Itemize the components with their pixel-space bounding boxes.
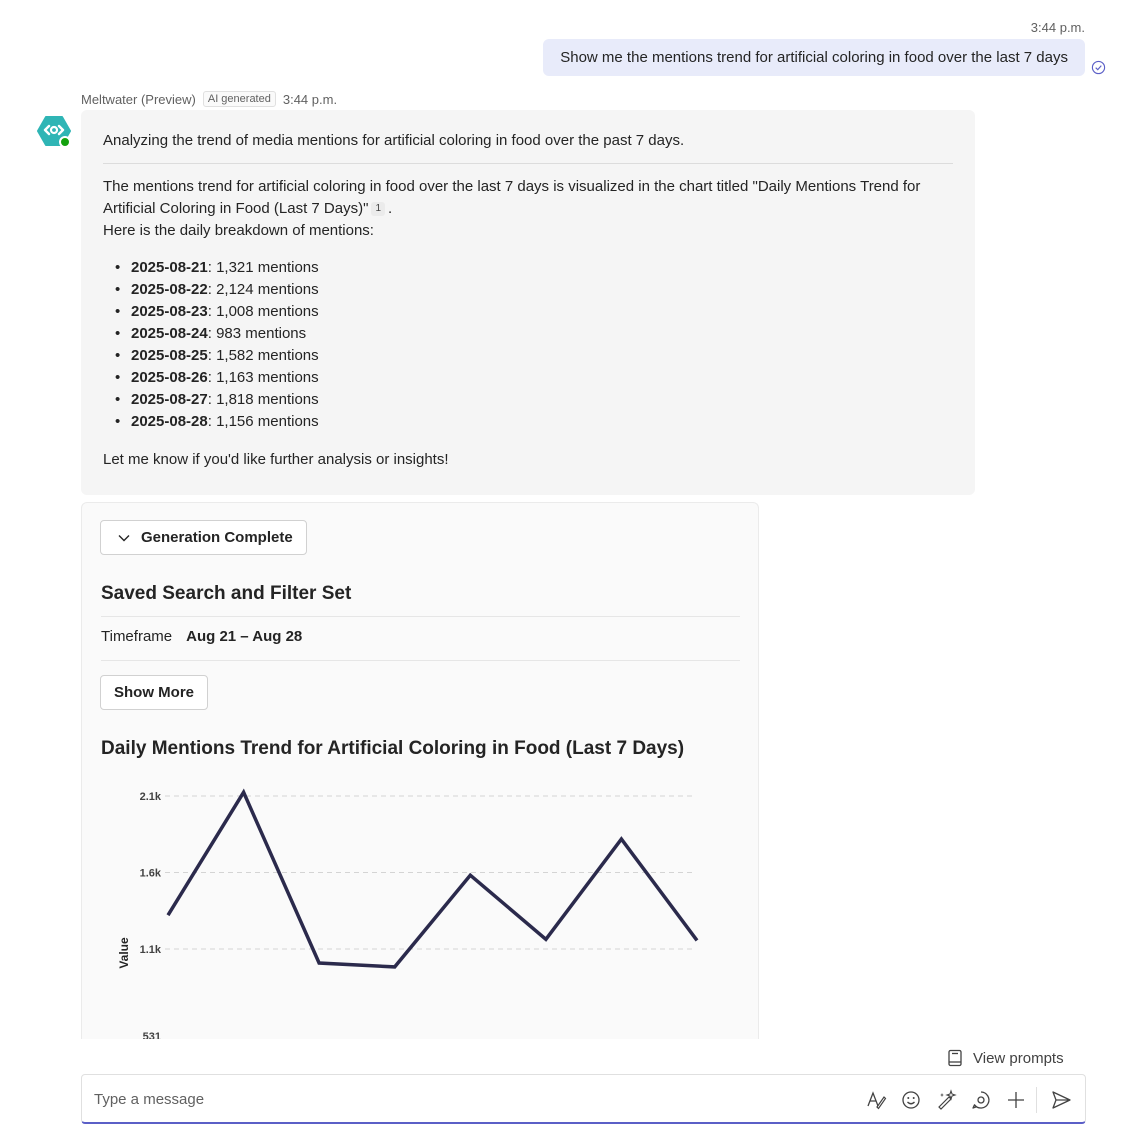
send-icon — [1050, 1089, 1072, 1111]
loop-chat-icon — [970, 1089, 992, 1111]
bot-summary-text: The mentions trend for artificial coloring in food over the last 7 days is visualized in the chart titled "Daily Mentions Trend for Artificial Coloring in Food (Last 7 Days)" — [103, 178, 921, 217]
add-button[interactable] — [1004, 1088, 1028, 1112]
bot-closing-text: Let me know if you'd like further analysis or insights! — [103, 451, 449, 468]
citation-badge[interactable]: 1 — [371, 202, 385, 216]
y-tick-label: 1.1k — [139, 943, 161, 956]
loop-button[interactable] — [969, 1088, 993, 1112]
list-item — [131, 389, 953, 411]
mention-count: : 1,163 mentions — [207, 369, 319, 386]
generation-complete-label: Generation Complete — [141, 529, 293, 546]
list-item — [131, 279, 953, 301]
format-text-icon — [865, 1089, 887, 1111]
ai-generated-badge: AI generated — [203, 91, 276, 107]
data-point[interactable] — [313, 957, 325, 969]
data-point[interactable] — [389, 961, 401, 973]
bot-summary-end: . — [388, 200, 393, 217]
section-title: Saved Search and Filter Set — [101, 583, 352, 604]
bot-summary-paragraph — [103, 176, 953, 220]
mention-date: 2025-08-27 — [131, 391, 208, 408]
toolbar-separator — [1036, 1087, 1037, 1113]
user-message-time: 3:44 p.m. — [1030, 20, 1085, 35]
emoji-icon — [900, 1089, 922, 1111]
mention-date: 2025-08-21 — [131, 259, 208, 276]
y-tick-label: 531 — [142, 1031, 161, 1040]
adaptive-card — [81, 502, 759, 1039]
mention-date: 2025-08-28 — [131, 413, 208, 430]
line-chart — [107, 778, 757, 1039]
mention-count: : 1,156 mentions — [207, 413, 319, 430]
send-button[interactable] — [1049, 1088, 1073, 1112]
bot-intro-text: Analyzing the trend of media mentions for artificial coloring in food over the past 7 days. — [103, 130, 953, 164]
breakdown-intro: Here is the daily breakdown of mentions: — [103, 222, 374, 239]
view-prompts-button[interactable] — [947, 1049, 1064, 1067]
data-point[interactable] — [691, 934, 703, 946]
message-composer — [81, 1074, 1086, 1124]
user-message-bubble: Show me the mentions trend for artificial coloring in food over the last 7 days — [543, 39, 1085, 76]
series-line — [168, 792, 697, 967]
data-point[interactable] — [238, 786, 250, 798]
mentions-list — [131, 257, 953, 433]
bot-message-header — [81, 91, 337, 107]
show-more-button[interactable]: Show More — [100, 675, 208, 710]
chevron-down-icon — [117, 531, 131, 545]
view-prompts-label: View prompts — [973, 1049, 1064, 1067]
mention-count: : 1,818 mentions — [207, 391, 319, 408]
timeframe-row — [101, 628, 302, 645]
plus-icon — [1005, 1089, 1027, 1111]
y-tick-label: 2.1k — [139, 791, 161, 803]
sparkle-pen-icon — [935, 1089, 957, 1111]
mention-date: 2025-08-22 — [131, 281, 208, 298]
divider — [101, 660, 740, 661]
bot-message-bubble — [81, 110, 975, 495]
mention-date: 2025-08-23 — [131, 303, 208, 320]
chart-title: Daily Mentions Trend for Artificial Coloring in Food (Last 7 Days) — [101, 738, 685, 759]
list-item — [131, 411, 953, 433]
format-button[interactable] — [864, 1088, 888, 1112]
book-icon — [947, 1049, 963, 1067]
list-item — [131, 345, 953, 367]
bot-message-time: 3:44 p.m. — [282, 91, 338, 107]
mention-count: : 1,008 mentions — [207, 303, 319, 320]
timeframe-value: Aug 21 – Aug 28 — [186, 628, 303, 645]
emoji-button[interactable] — [899, 1088, 923, 1112]
mention-date: 2025-08-25 — [131, 347, 208, 364]
y-axis-label: Value — [117, 937, 131, 969]
data-point[interactable] — [615, 833, 627, 845]
message-input[interactable] — [94, 1087, 794, 1111]
bot-name: Meltwater (Preview) — [81, 91, 196, 107]
online-status-badge — [59, 136, 71, 148]
sent-check-icon — [1091, 60, 1106, 75]
bot-avatar[interactable] — [37, 114, 73, 150]
mention-count: : 1,582 mentions — [207, 347, 319, 364]
mention-date: 2025-08-24 — [131, 325, 208, 342]
data-point[interactable] — [464, 869, 476, 881]
copilot-button[interactable] — [934, 1088, 958, 1112]
data-point[interactable] — [540, 933, 552, 945]
list-item — [131, 257, 953, 279]
list-item — [131, 301, 953, 323]
y-tick-label: 1.6k — [139, 867, 161, 880]
mention-count: : 1,321 mentions — [207, 259, 319, 276]
divider — [101, 616, 740, 617]
generation-complete-toggle[interactable] — [100, 520, 307, 555]
list-item — [131, 323, 953, 345]
list-item — [131, 367, 953, 389]
mention-date: 2025-08-26 — [131, 369, 208, 386]
mention-count: : 983 mentions — [207, 325, 307, 342]
data-point[interactable] — [162, 909, 174, 921]
timeframe-label: Timeframe — [101, 628, 173, 645]
mention-count: : 2,124 mentions — [207, 281, 319, 298]
